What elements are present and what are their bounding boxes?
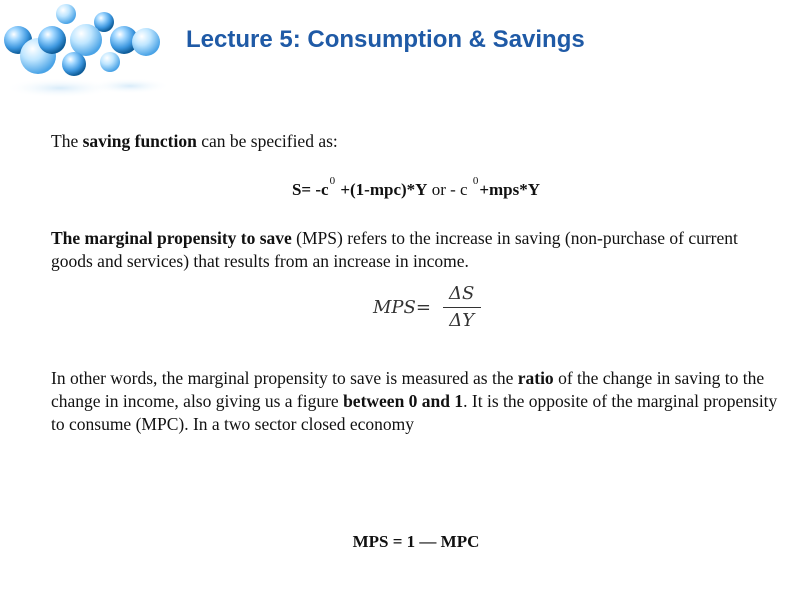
bubbles-graphic [0,0,180,100]
formula-sub1: 0 [329,175,336,187]
other-words-text3: . It is the opposite of the marginal propensity to consume (MPC). In a two sector closed economy [51,391,778,434]
final-equation: MPS = 1 — MPC [352,532,480,551]
formula-part2: +(1-mpc)*Y [336,180,428,199]
decorative-bubbles [0,0,180,100]
mps-definition-bold: The marginal propensity to save [51,228,292,248]
other-words-bold2: between 0 and 1 [343,391,464,411]
intro-suffix: can be specified as: [196,131,338,151]
intro-bold: saving function [82,131,197,151]
mps-numerator: ΔS [449,283,475,304]
formula-or: or - c [427,180,472,199]
intro-prefix: The [51,131,83,151]
formula-sub2: 0 [472,175,479,187]
mps-definition-rest: (MPS) refers to the increase in saving (non-purchase of current goods and services) that results from an increase in income. [51,228,738,271]
other-words-text1: In other words, the marginal propensity to save is measured as the [51,368,518,388]
formula-part3: +mps*Y [479,180,541,199]
saving-function-formula [51,175,781,204]
intro-paragraph [51,130,781,153]
mps-denominator: ΔY [449,310,475,331]
other-words-paragraph [51,367,781,436]
other-words-bold1: ratio [517,368,554,388]
mps-definition [51,227,781,273]
fraction-bar [443,307,481,308]
mps-equation-left: MPS= [373,297,431,318]
mps-fraction [443,283,481,332]
formula-part1: S= -c [291,180,329,199]
slide-title: Lecture 5: Consumption & Savings [186,26,585,53]
mps-equation [373,283,481,332]
other-words-text2: of the change in saving to the change in income, also giving us a figure [51,368,765,411]
